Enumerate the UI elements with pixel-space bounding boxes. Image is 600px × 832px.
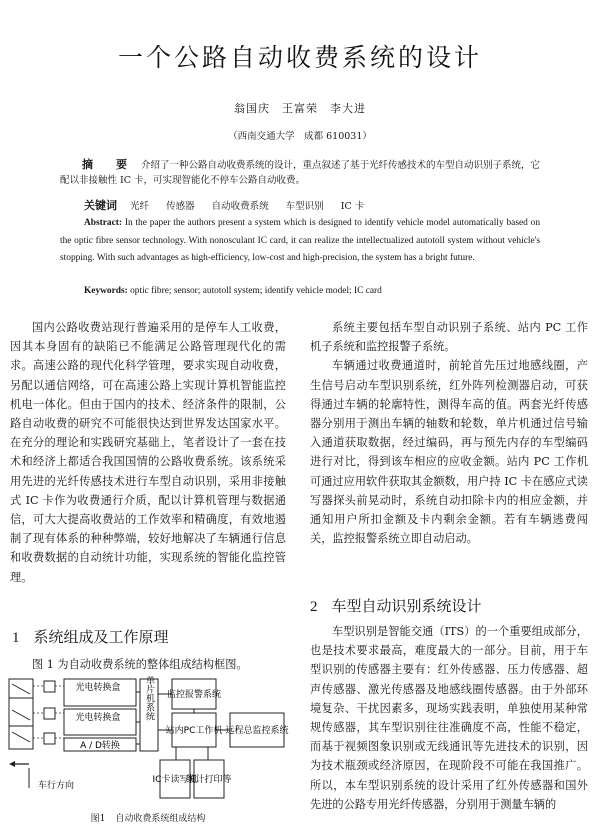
keyword-cn-item: 传感器: [166, 201, 195, 212]
label-fiber2: 光电转换盒: [75, 713, 121, 723]
fiber-sensor-2: [44, 708, 55, 719]
figure-1-caption-number: 图1: [90, 814, 106, 824]
fiber-sensor-1: [44, 681, 55, 692]
direction-arrowhead-icon: [9, 761, 15, 767]
keyword-cn-item: 光纤: [130, 201, 150, 212]
abstract-en: [60, 215, 540, 268]
keyword-cn-item: 车型识别: [285, 201, 324, 212]
label-remote: 远程总监控系统: [225, 726, 289, 736]
infrared-sensor: [44, 733, 55, 744]
authors: 翁国庆 王富荣 李大进: [234, 102, 366, 115]
paper-title: 一个公路自动收费系统的设计: [117, 43, 482, 72]
label-ad: A / D转换: [80, 741, 120, 751]
left-column: [10, 318, 286, 587]
figure-1-diagram: [6, 676, 290, 806]
label-monitor: 监控报警系统: [166, 690, 222, 700]
keywords-cn-label: 关键词: [84, 199, 117, 212]
keyword-cn-item: 自动收费系统: [211, 201, 269, 212]
right-column-top: [310, 318, 588, 548]
section-heading-1: [12, 626, 169, 647]
keyword-cn-item: IC 卡: [340, 201, 365, 212]
section-2-number: 2: [310, 599, 318, 615]
keywords-cn: [60, 197, 540, 213]
figure-1-caption: [0, 811, 296, 824]
intro-paragraph: 国内公路收费站现行普遍采用的是停车人工收费，因其本身固有的缺陷已不能满足公路管理现代化的需求。高速公路的现代化科学管理，要求实现自动收费，另配以通信网络，可在高速公路上实现计算机智能监控机电一体化。但由于国内的技术、经济条件的限制，公路自动收费的研究不可能很快达到世界发达国家水平。在充分的理论和实践研究基础上，笔者设计了一套在技术和经济上都适合我国国情的公路收费系统。该系统采用先进的光纤传感技术进行车型自动识别，采用非接触式 IC 卡作为收费通行介质，配以计算机管理与数据通信，可大大提高收费站的工作效率和精确度，有效地遏制了现有体系的种种弊端，较好地解决了车辆通行信息和收费数据的自动统计功能，实现系统的智能化监控管理。: [10, 321, 286, 584]
signal-lines: [33, 686, 64, 738]
abstract-cn-label: 摘 要: [82, 158, 133, 171]
affiliation: （西南交通大学 成都 610031）: [228, 131, 372, 142]
figure-1-caption-text: 自动收费系统组成结构: [115, 814, 206, 824]
abstract-cn: [60, 157, 540, 188]
right-paragraph-2: 车辆通过收费通道时，前轮首先压过地感线圈，产生信号启动车型识别系统，红外阵列检测器启动，可获得通过车辆的轮廓特性，测得车高的值。两套光纤传感器分别用于测出车辆的轴数和轮数，单片机通过信号输入通道获取数据，经过编码，再与预先内存的车型编码进行对比，得到该车相应的应收金额。站内 PC 工作机可通过应用软件获取其金额数，用户持 IC 卡在感应式读写器探头前晃动时，系统自动扣除卡内的相应金额，并通知用户所扣金额及卡内剩余金额。若有车辆逃费闯关，监控报警系统立即自动启动。: [310, 359, 588, 546]
keywords-en: [84, 286, 544, 296]
section-2-title: 车型自动识别系统设计: [331, 597, 482, 615]
label-pc: 站内PC工作机: [165, 726, 223, 736]
abstract-en-text: In the paper the authors present a system which is designed to identify vehicle model automatically based on the optic fibre sensor technology. With nonosculant IC card, it can realize the intellectualized autotoll system without vehicle's stopping. With such advantages as high-efficiency, low-cost and high-precision, the system has a bright future.: [60, 218, 541, 264]
section-1-title: 系统组成及工作原理: [33, 628, 169, 646]
label-mcu: 单片机系统: [144, 676, 154, 721]
label-printer: 统计打印等: [186, 775, 232, 785]
keywords-en-label: Keywords:: [84, 286, 128, 296]
label-direction: 车行方向: [38, 781, 75, 791]
section-1-number: 1: [12, 630, 20, 646]
label-ic-reader: IC卡读写机: [152, 775, 198, 785]
abstract-cn-text: 介绍了一种公路自动收费系统的设计，重点叙述了基于光纤传感技术的车型自动识别子系统，它配以非接触性 IC 卡，可实现智能化不停车公路自动收费。: [60, 160, 541, 186]
abstract-en-label: Abstract:: [84, 218, 123, 228]
right-column-bottom: [310, 622, 588, 814]
figure-intro-text: 图 1 为自动收费系统的整体组成结构框图。: [32, 658, 248, 671]
right-paragraph-3: 车型识别是智能交通（ITS）的一个重要组成部分，也是技术要求最高，难度最大的一部分。目前，用于车型识别的传感器主要有：红外传感器、压力传感器、超声传感器、激光传感器及地感线圈传感器。由于外部环境复杂、干扰因素多，现场实践表明，单独使用某种常规传感器，其车型识别往往准确度不高，性能不稳定，而基于视频图象识别或无线通讯等先进技术的识别，因为技术瓶颈或经济原因，在现阶段不可能在我国推广。所以，本车型识别系统的设计采用了红外传感器和国外先进的公路专用光纤传感器，分别用于测量车辆的: [310, 625, 588, 811]
keywords-en-text: optic fibre; sensor; autotoll system; identify vehicle model; IC card: [130, 286, 382, 296]
section-heading-2: [310, 595, 482, 616]
label-fiber1: 光电转换盒: [75, 683, 121, 693]
right-paragraph-1: 系统主要包括车型自动识别子系统、站内 PC 工作机子系统和监控报警子系统。: [310, 321, 588, 354]
